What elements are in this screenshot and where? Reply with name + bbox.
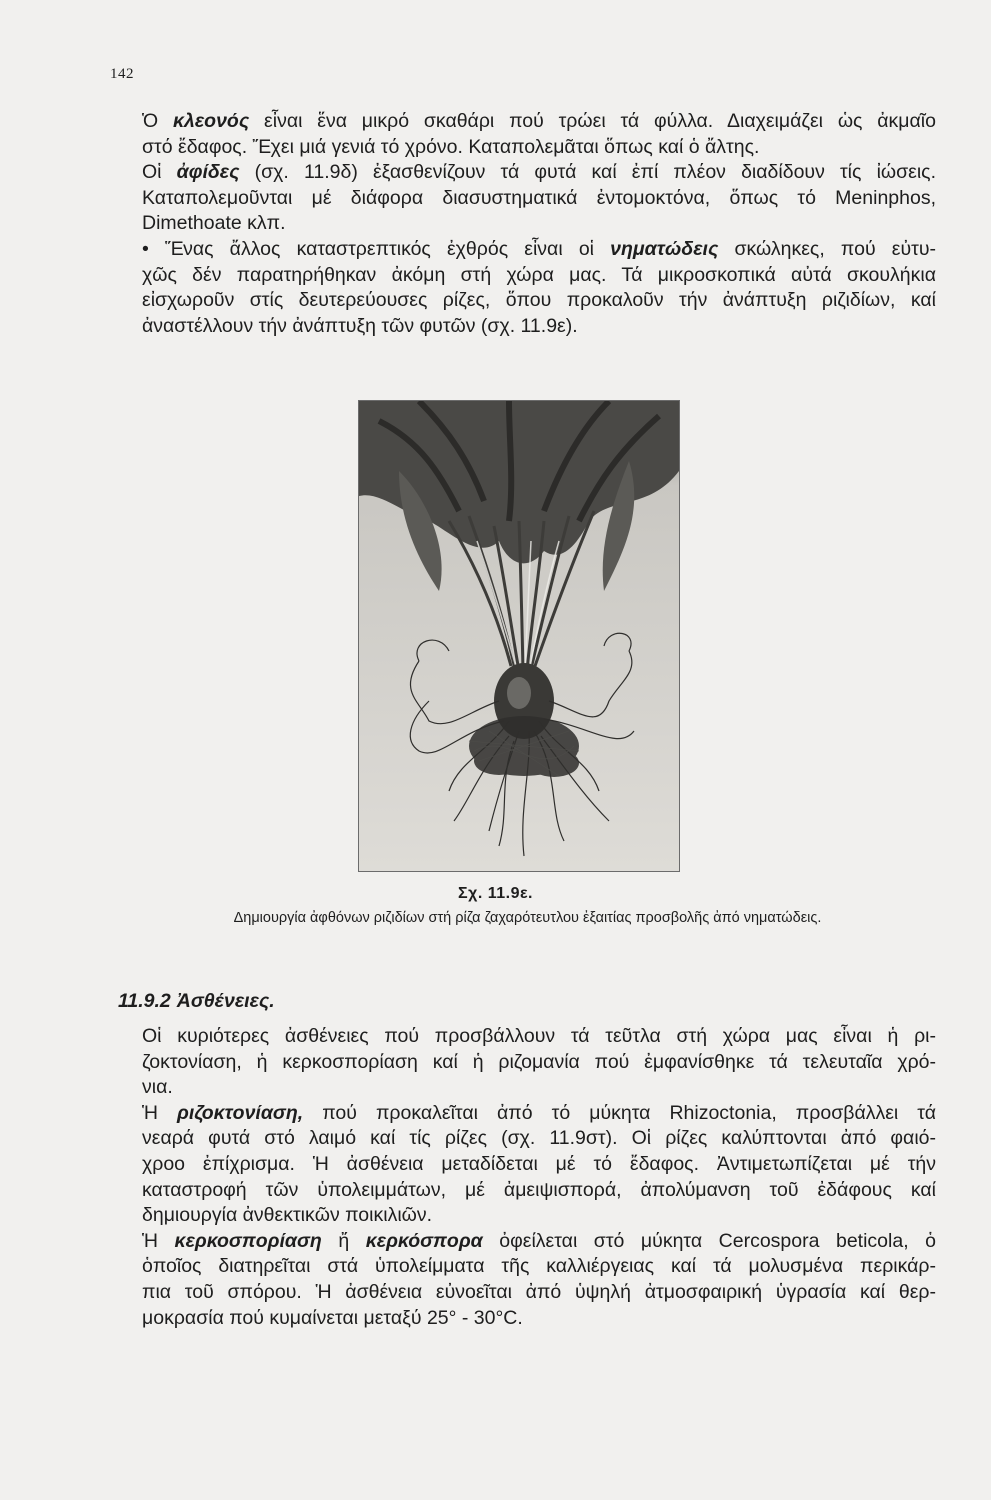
- paragraph-rhizoctonia: Ἡ ριζοκτονίαση, πού προκαλεῖται ἀπό τό μύκητα Rhizoctonia, προσβάλλει τά νεαρά φυτά στό λαιμό καί τίς ρίζες (σχ. 11.9στ). Οἱ ρίζες καλύπτονται ἀπό φαιό- χροο ἐπίχρισμα. Ἡ ἀσθένεια μεταδίδεται μέ τό ἔδαφος. Ἀντιμετωπίζεται μέ τήν καταστροφή τῶν ὑπολειμμάτων, μέ ἀμειψισπορά, ἀπολύμανση τοῦ ἐδάφους καί δημιουργία ἀνθεκτικῶν ποικιλιῶν.: [142, 1101, 936, 1227]
- sugar-beet-root-illustration: [359, 401, 679, 871]
- term-cercospora-2: κερκόσπορα: [365, 1229, 483, 1252]
- section-title: Ἀσθένειες.: [176, 990, 275, 1012]
- term-cercospora-1: κερκοσπορίαση: [174, 1229, 322, 1252]
- term-nematodes: νηματώδεις: [610, 237, 719, 260]
- figure-number: Σχ. 11.9ε.: [458, 885, 533, 902]
- page-number: 142: [110, 66, 134, 82]
- figure-photo: [358, 400, 680, 872]
- paragraph-afides: Οἱ ἀφίδες (σχ. 11.9δ) ἐξασθενίζουν τά φυτά καί ἐπί πλέον διαδίδουν τίς ἰώσεις. Καταπολεμοῦνται μέ διάφορα διασυστηματικά ἐντομοκτόνα, ὅπως τό Meninphos, Dimethoate κλπ.: [142, 161, 937, 235]
- term-afides: ἀφίδες: [176, 161, 240, 184]
- bottom-text-block: [110, 1024, 936, 1331]
- paragraph-diseases: Οἱ κυριότερες ἀσθένειες πού προσβάλλουν τά τεῦτλα στή χώρα μας εἶναι ἡ ρι- ζοκτονίαση, ἡ κερκοσπορίαση καί ἡ ριζομανία πού ἐμφανίσθηκε τά τελευταῖα χρό- νια.: [142, 1025, 936, 1099]
- section-heading: [118, 990, 275, 1013]
- section-number: 11.9.2: [118, 990, 171, 1012]
- paragraph-nematodes: • Ἕνας ἄλλος καταστρεπτικός ἐχθρός εἶναι οἱ νηματώδεις σκώληκες, πού εὐτυ- χῶς δέν παρατηρήθηκαν ἀκόμη στή χώρα μας. Τά μικροσκοπικά αὐτά σκουλήκια εἰσχωροῦν στίς δευτερεύουσες ρίζες, ὅπου προκαλοῦν τήν ἀνάπτυξη ριζιδίων, καί ἀναστέλλουν τήν ἀνάπτυξη τῶν φυτῶν (σχ. 11.9ε).: [142, 237, 936, 337]
- term-rhizoctonia: ριζοκτονίαση,: [177, 1101, 304, 1124]
- paragraph-kleonos: Ὁ κλεονός εἶναι ἕνα μικρό σκαθάρι πού τρώει τά φύλλα. Διαχειμάζει ὡς ἀκμαῖο στό ἔδαφος. Ἔχει μιά γενιά τό χρόνο. Καταπολεμᾶται ὅπως καί ὁ ἄλτης.: [142, 110, 936, 158]
- top-text-block: [110, 109, 936, 339]
- paragraph-cercospora: Ἡ κερκοσπορίαση ἤ κερκόσπορα ὀφείλεται στό μύκητα Cercospora beticola, ὁ ὁποῖος διατηρεῖται στά ὑπολείμματα τῆς καλλιέργειας καί τά μολυσμένα περικάρ- πια τοῦ σπόρου. Ἡ ἀσθένεια εὐνοεῖται ἀπό ὑψηλή ἀτμοσφαιρική ὑγρασία καί θερ- μοκρασία πού κυμαίνεται μεταξύ 25° - 30°C.: [142, 1229, 937, 1329]
- term-kleonos: κλεονός: [172, 110, 250, 132]
- figure-caption: Δημιουργία ἀφθόνων ριζιδίων στή ρίζα ζαχαρότευτλου ἐξαιτίας προσβολῆς ἀπό νηματώδεις.: [233, 910, 822, 926]
